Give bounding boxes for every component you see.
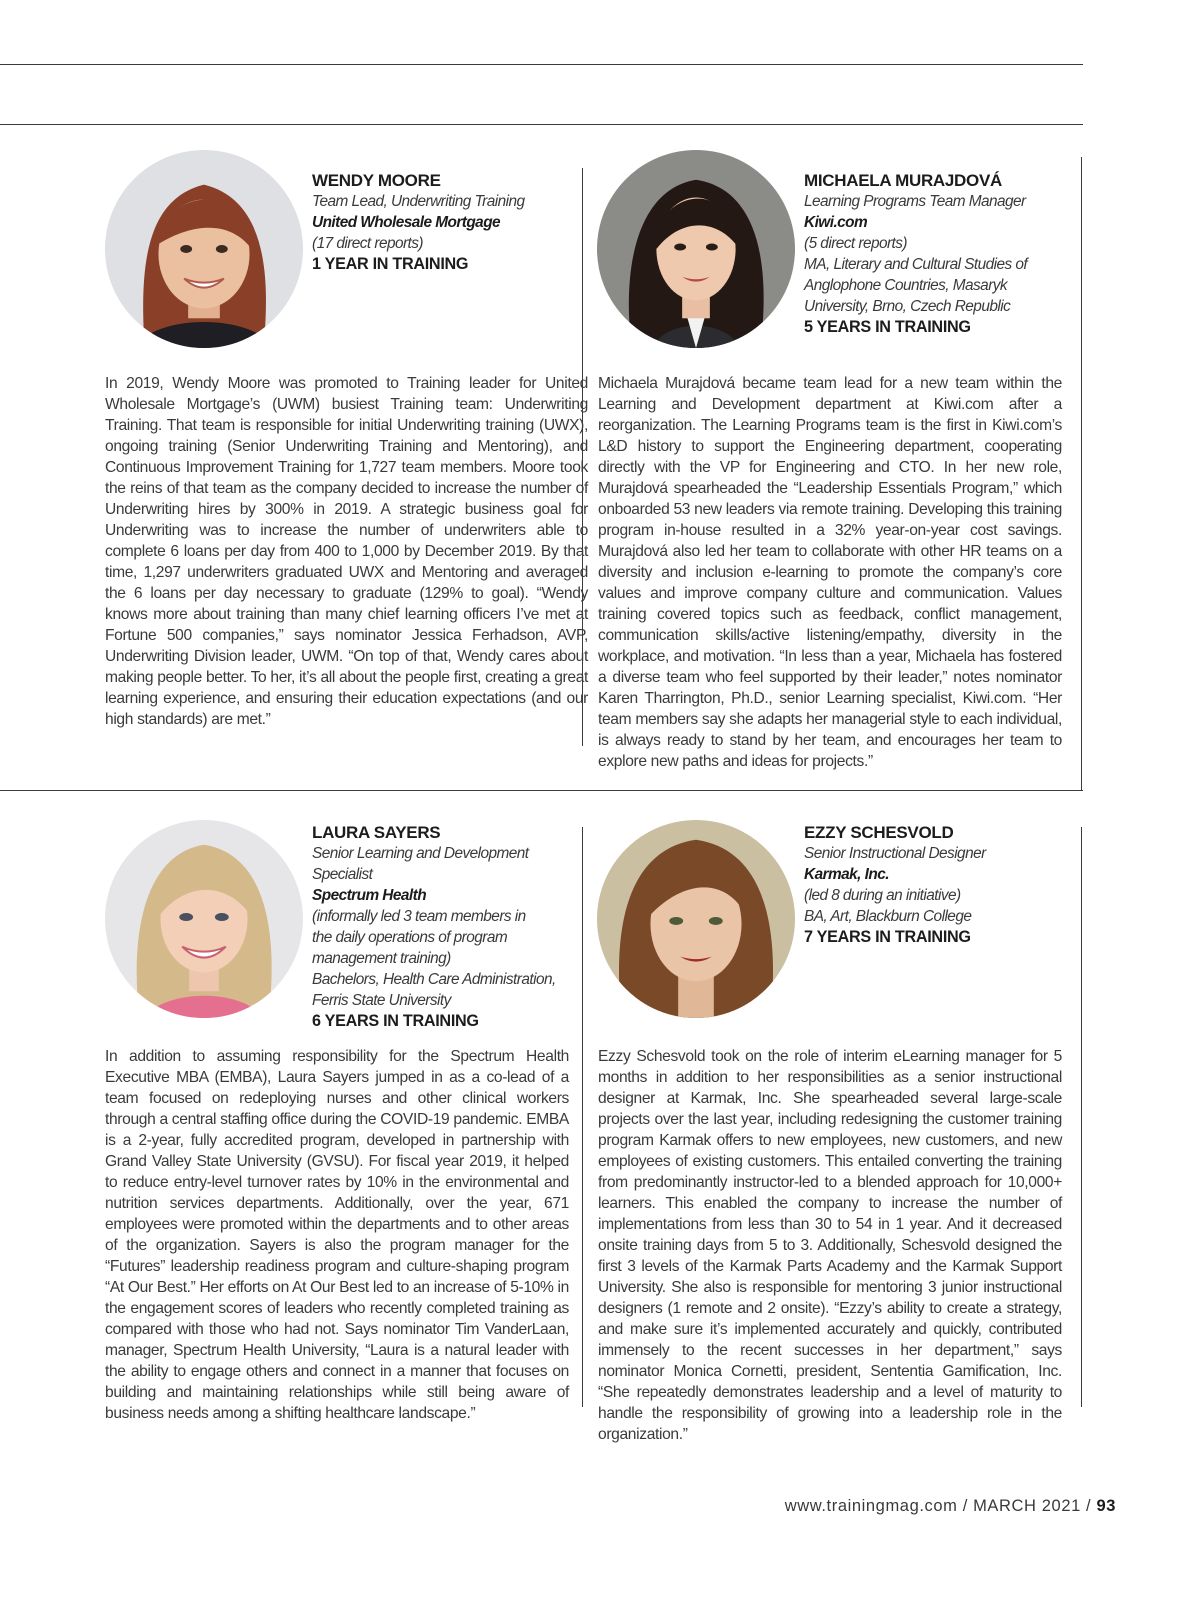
profile-title: Learning Programs Team Manager (804, 193, 1026, 210)
column-divider (582, 827, 583, 1407)
portrait-woman-auburn-hair-icon (105, 150, 303, 348)
portrait-photo (105, 150, 303, 348)
profile-info (312, 170, 567, 275)
profile-info (804, 170, 1069, 338)
portrait-photo (105, 820, 303, 1018)
profile-info (312, 822, 562, 1032)
profile-title: Team Lead, Underwriting Training (312, 193, 525, 210)
profile-title: Senior Learning and Development Specialist (312, 845, 529, 883)
profile-info (804, 822, 1064, 948)
page-footer (785, 1497, 1116, 1516)
footer-issue: MARCH 2021 (973, 1497, 1081, 1515)
profile-reports: (5 direct reports) (804, 235, 907, 252)
profile-education: MA, Literary and Cultural Studies of Anglophone Countries, Masaryk University, Brno, Czech Republic (804, 256, 1028, 315)
profile-reports: (informally led 3 team members in the daily operations of program management training) (312, 908, 526, 967)
portrait-woman-curly-hair-icon (597, 820, 795, 1018)
profile-reports: (17 direct reports) (312, 235, 424, 252)
profile-name: EZZY SCHESVOLD (804, 823, 954, 842)
top-rule (0, 64, 1083, 65)
profile-education: BA, Art, Blackburn College (804, 908, 972, 925)
footer-separator: / (1080, 1497, 1097, 1515)
profile-company: Kiwi.com (804, 214, 868, 231)
header-rule (0, 124, 1083, 125)
profile-bio: Michaela Murajdová became team lead for a new team within the Learning and Development department at Kiwi.com after a reorganization. The Learning Programs team is the first in Kiwi.com’s L&D history to support the Engineering department, cooperating directly with the VP for Engineering and CTO. In her new role, Murajdová spearheaded the “Leadership Essentials Program,” which onboarded 53 new leaders via remote training. Developing this training program in-house resulted in a 32% year-on-year cost savings. Murajdová also led her team to collaborate with other HR teams on a diversity and inclusion e-learning to promote the company’s core values and improve company culture and communication. Values training covered topics such as feedback, conflict management, communication skills/active listening/empathy, diversity in the workplace, and motivation. “In less than a year, Michaela has fostered a diverse team who feel supported by their leader,” notes nominator Karen Tharrington, Ph.D., senior Learning specialist, Kiwi.com. “Her team members say she adapts her managerial style to each individual, is always ready to stand by her team, and encourages her team to explore new paths and ideas for projects.” (598, 375, 1062, 770)
profile-bio: Ezzy Schesvold took on the role of interim eLearning manager for 5 months in addition to her responsibilities as a senior instructional designer at Karmak, Inc. She spearheaded several large-scale projects over the last year, including redesigning the customer training program Karmak offers to new employees, new customers, and new employees of existing customers. This entailed converting the training from predominantly instructor-led to a blended approach for 10,000+ learners. This enabled the company to increase the number of implementations from less than 30 to 54 in 1 year. And it decreased onsite training days from 5 to 3. Additionally, Schesvold designed the first 3 levels of the Karmak Parts Academy and the Karmak Support University. She also is responsible for mentoring 3 junior instructional designers (1 remote and 2 onsite). “Ezzy’s ability to create a strategy, and make sure it’s implemented accurately and quickly, contributed immensely to the recent successes in her department,” says nominator Monica Cornetti, president, Sententia Gamification, Inc. “She repeatedly demonstrates leadership and a level of maturity to handle the responsibility of growing into a leadership role in the organization.” (598, 1048, 1062, 1443)
profile-company: Spectrum Health (312, 887, 427, 904)
profile-years: 6 YEARS IN TRAINING (312, 1012, 479, 1030)
portrait-photo (597, 820, 795, 1018)
profile-years: 5 YEARS IN TRAINING (804, 318, 971, 336)
profile-years: 7 YEARS IN TRAINING (804, 928, 971, 946)
profile-reports: (led 8 during an initiative) (804, 887, 961, 904)
right-border (1081, 157, 1082, 790)
profile-company: Karmak, Inc. (804, 866, 889, 883)
profile-title: Senior Instructional Designer (804, 845, 986, 862)
profile-years: 1 YEAR IN TRAINING (312, 255, 469, 273)
footer-site-link[interactable]: www.trainingmag.com (784, 1497, 958, 1515)
footer-separator: / (957, 1497, 974, 1515)
profile-bio: In addition to assuming responsibility for the Spectrum Health Executive MBA (EMBA), Laura Sayers jumped in as a co-lead of a team focused on redeploying nurses and other clinical workers through a central staffing office during the COVID-19 pandemic. EMBA is a 2-year, fully accredited program, developed in partnership with Grand Valley State University (GVSU). For fiscal year 2019, it helped to reduce entry-level turnover rates by 10% in the environmental and nutrition services departments. Additionally, over the year, 671 employees were promoted within the departments and to other areas of the organization. Sayers is also the program manager for the “Futures” leadership readiness program and culture-shaping program “At Our Best.” Her efforts on At Our Best led to an increase of 5-10% in the engagement scores of leaders who recently completed training as compared with those who had not. Says nominator Tim VanderLaan, manager, Spectrum Health University, “Laura is a natural leader with the ability to engage others and connect in a manner that focuses on building and maintaining relationships while still being aware of business needs among a shifting healthcare landscape.” (105, 1048, 569, 1422)
profile-name: LAURA SAYERS (312, 823, 441, 842)
profile-company: United Wholesale Mortgage (312, 214, 501, 231)
profile-name: MICHAELA MURAJDOVÁ (804, 171, 1002, 190)
profile-name: WENDY MOORE (312, 171, 441, 190)
portrait-woman-blonde-hair-icon (105, 820, 303, 1018)
profile-bio: In 2019, Wendy Moore was promoted to Training leader for United Wholesale Mortgage’s (UWM) busiest Training team: Underwriting Training. That team is responsible for initial Underwriting training (UWX), ongoing training (Senior Underwriting Training and Mentoring), and Continuous Improvement Training for 1,727 team members. Moore took the reins of that team as the company decided to increase the number of Underwriting hires by 300% in 2019. A strategic business goal for Underwriting was to increase the number of underwriters able to complete 6 loans per day from 400 to 1,000 by December 2019. By that time, 1,297 underwriters graduated UWX and Mentoring and averaged the 6 loans per day necessary to graduate (129% to goal). “Wendy knows more about training than many chief learning officers I’ve met at Fortune 500 companies,” says nominator Jessica Ferhadson, AVP, Underwriting Division leader, UWM. “On top of that, Wendy cares about making people better. To her, it’s all about the people first, creating a great learning experience, and ensuring their education expectations (and our high standards) are met.” (105, 375, 588, 728)
page-number: 93 (1096, 1497, 1116, 1515)
profile-education: Bachelors, Health Care Administration, Ferris State University (312, 971, 556, 1009)
portrait-photo (597, 150, 795, 348)
section-divider (0, 790, 1083, 791)
portrait-woman-dark-hair-icon (597, 150, 795, 348)
right-border (1081, 827, 1082, 1407)
